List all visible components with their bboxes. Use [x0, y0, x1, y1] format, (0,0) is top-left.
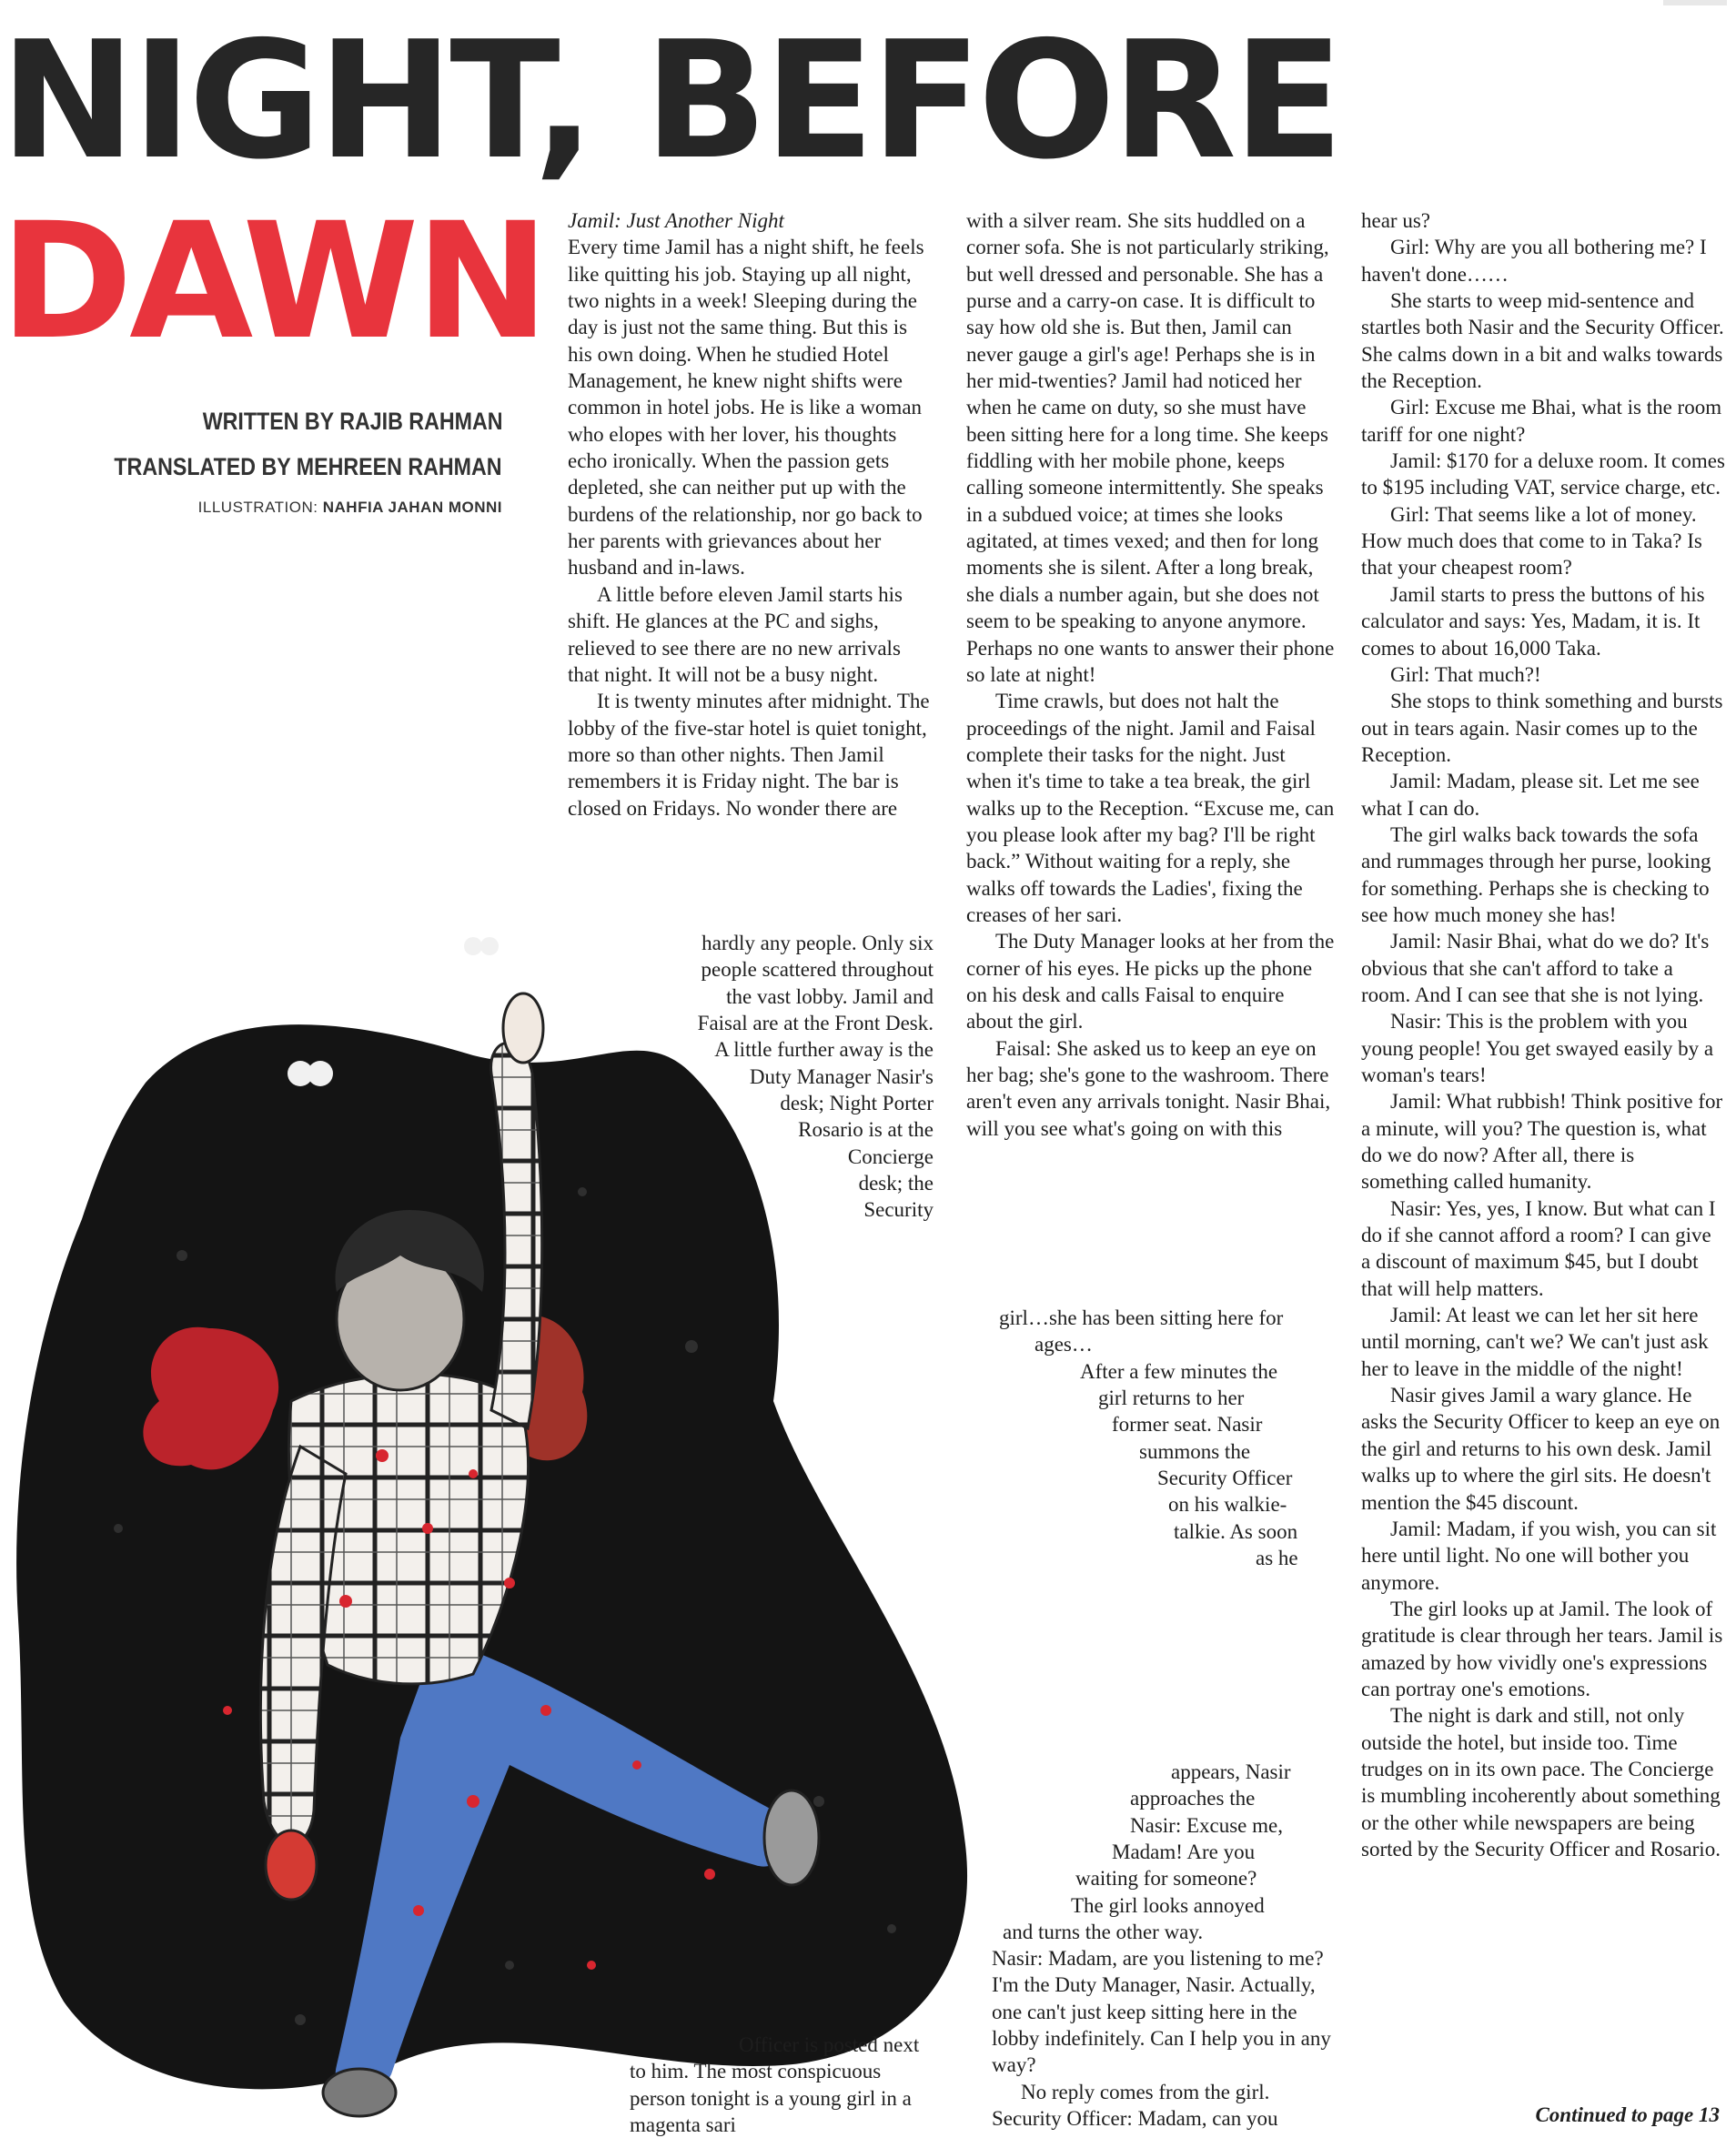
paragraph: The girl looks up at Jamil. The look of gratitude is clear through her tears. Jamil is amazed by how vividly one's expressions can portray one's emotions. [1361, 1597, 1723, 1700]
text-line: Security [863, 1198, 934, 1222]
text-line: as he [1256, 1547, 1298, 1570]
text-line: A little further away is the [714, 1038, 934, 1062]
text-line: Rosario is at the [798, 1118, 934, 1142]
paragraph: The Duty Manager looks at her from the corner of his eyes. He picks up the phone on his desk and calls Faisal to enquire about the girl. [966, 930, 1335, 1034]
paragraph: hear us? [1361, 209, 1430, 232]
column-1-bottom [630, 2032, 930, 2138]
column-1-top [568, 207, 932, 822]
paragraph: Security Officer: Madam, can you [992, 2107, 1278, 2131]
paragraph: Jamil starts to press the buttons of his calculator and says: Yes, Madam, it is. It comes to about 16,000 Taka. [1361, 582, 1705, 660]
column-2-bottom [992, 1945, 1336, 2132]
paragraph: Nasir gives Jamil a wary glance. He asks the Security Officer to keep an eye on the girl and returns to his own desk. Jamil walks up to where the girl sits. He doesn't mention the $45 discount. [1361, 1384, 1721, 1514]
text-line: The girl looks annoyed [1071, 1893, 1265, 1917]
text-line: desk; Night Porter [780, 1092, 934, 1115]
byline-translator: TRANSLATED BY MEHREEN RAHMAN [114, 453, 502, 480]
byline-writer: WRITTEN BY RAJIB RAHMAN [202, 408, 502, 435]
paragraph: She starts to weep mid-sentence and startles both Nasir and the Security Officer. She calms down in a bit and walks towards the Reception. [1361, 289, 1724, 393]
text-line: and turns the other way. [1003, 1921, 1204, 1944]
continued-note: Continued to page 13 [1535, 2103, 1720, 2126]
paragraph: A little before eleven Jamil starts his shift. He glances at the PC and sighs, relieved to see there are no new arrivals that night. It will not be a busy night. [568, 582, 903, 686]
column-2-bottom-wrap [966, 1759, 1336, 1945]
paragraph: Nasir: Madam, are you listening to me? I'm the Duty Manager, Nasir. Actually, one can't just keep sitting here in the lobby indefinitely. Can I help you in any way? [992, 1947, 1331, 2077]
text-line: After a few minutes the [1080, 1359, 1278, 1383]
paragraph: Officer is posted next to him. The most conspicuous person tonight is a young girl in a magenta sari [630, 2033, 920, 2137]
paragraph: No reply comes from the girl. [1021, 2080, 1270, 2103]
page-corner-mark [1663, 0, 1727, 5]
paragraph: Girl: Excuse me Bhai, what is the room tariff for one night? [1361, 396, 1722, 446]
paragraph: Time crawls, but does not halt the proceedings of the night. Jamil and Faisal complete their tasks for the night. Just when it's time to take a tea break, the girl walks up to the Reception. “Excuse me, can you please look after my bag? I'll be right back.” Without waiting for a reply, she walks off towards the Ladies', fixing the creases of her sari. [966, 690, 1335, 926]
text-line: talkie. As soon [1174, 1519, 1298, 1543]
text-line: ages… [1035, 1333, 1093, 1356]
text-line: hardly any people. Only six [701, 932, 934, 954]
paragraph: Nasir: This is the problem with you young people! You get swayed easily by a woman's tears! [1361, 1010, 1714, 1086]
text-line: Security Officer [1157, 1467, 1293, 1490]
text-line: appears, Nasir [1171, 1760, 1291, 1783]
illustrator-name: NAHFIA JAHAN MONNI [322, 499, 502, 516]
paragraph: Jamil: What rubbish! Think positive for a minute, will you? The question is, what do we do now? After all, there is something called humanity. [1361, 1090, 1723, 1194]
text-line: Concierge [847, 1145, 934, 1168]
column-3 [1361, 207, 1725, 1862]
column-1-wrap [568, 930, 934, 1224]
paragraph: Jamil: $170 for a deluxe room. It comes to $195 including VAT, service charge, etc. [1361, 449, 1725, 499]
column-2-wrap [966, 1305, 1336, 1571]
text-line: Nasir: Excuse me, [1130, 1813, 1283, 1837]
illustration-label: ILLUSTRATION: [197, 499, 318, 516]
text-line: on his walkie- [1168, 1493, 1287, 1517]
text-line: people scattered throughout [701, 958, 934, 982]
headline-line-2: DAWN [0, 188, 546, 375]
paragraph: Jamil: Madam, please sit. Let me see what I can do. [1361, 770, 1700, 820]
paragraph: Every time Jamil has a night shift, he feels like quitting his job. Staying up all night, two nights in a week! Sleeping during the day is just not the same thing. But this is his own doing. When he studied Hotel Management, he knew night shifts were common in hotel jobs. He is like a woman who elopes with her lover, his thoughts echo ironically. When the passion gets depleted, she can neither put up with the burdens of the relationship, nor go back to her parents with grievances about her husband and in-laws. [568, 236, 924, 580]
text-line: summons the [1139, 1439, 1251, 1463]
headline-line-1: NIGHT, BEFORE [0, 6, 1340, 195]
text-line: Duty Manager Nasir's [749, 1064, 934, 1088]
text-line: girl…she has been sitting here for [999, 1306, 1284, 1329]
byline-illustrator [198, 499, 502, 517]
man-left-hand [266, 1830, 317, 1900]
paragraph: Girl: That seems like a lot of money. How much does that come to in Taka? Is that your cheapest room? [1361, 502, 1702, 580]
text-line: desk; the [858, 1172, 934, 1195]
man-shoe [764, 1790, 819, 1885]
paragraph: The night is dark and still, not only outside the hotel, but inside too. Time trudges on in its own pace. The Concierge is mumbling incoherently about something or the other while newspapers are being sorted by the Security Officer and Rosario. [1361, 1704, 1721, 1861]
man-right-hand [503, 993, 543, 1063]
paragraph: with a silver ream. She sits huddled on a corner sofa. She is not particularly striking, but well dressed and personable. She has a purse and a carry-on case. It is difficult to say how old she is. But then, Jamil can never gauge a girl's age! Perhaps she is in her mid-twenties? Jamil had noticed her when he came on duty, so she must have been sitting here for a long time. She keeps fiddling with her mobile phone, keeps calling someone intermittently. She speaks in a subdued voice; at times she looks agitated, at times vexed; and then for long moments she is silent. After a long break, she dials a number again, but she does not seem to be speaking to anyone anymore. Perhaps no one wants to answer their phone so late at night! [966, 209, 1335, 686]
paragraph: Nasir: Yes, yes, I know. But what can I do if she cannot afford a room? I can give a discount of maximum $45, but I doubt that will help matters. [1361, 1196, 1716, 1300]
paragraph: Faisal: She asked us to keep an eye on her bag; she's gone to the washroom. There aren't even any arrivals tonight. Nasir Bhai, will you see what's going on with this [966, 1036, 1331, 1140]
paragraph: Jamil: Nasir Bhai, what do we do? It's obvious that she can't afford to take a room. And I can see that she is not lying. [1361, 930, 1710, 1006]
paragraph: She stops to think something and bursts out in tears again. Nasir comes up to the Reception. [1361, 690, 1723, 766]
man-foot [323, 2069, 396, 2116]
section-heading: Jamil: Just Another Night [568, 209, 784, 232]
text-line: the vast lobby. Jamil and [726, 984, 934, 1008]
paragraph: It is twenty minutes after midnight. The lobby of the five-star hotel is quiet tonight, more so than other nights. Then Jamil remembers it is Friday night. The bar is closed on Fridays. No wonder there are [568, 690, 930, 820]
text-line: former seat. Nasir [1112, 1413, 1263, 1437]
paragraph: Girl: Why are you all bothering me? I haven't done…… [1361, 236, 1707, 286]
column-2-top [966, 207, 1336, 1142]
text-line: approaches the [1130, 1787, 1256, 1810]
paragraph: The girl walks back towards the sofa and rummages through her purse, looking for something. Perhaps she is checking to see how much money she has! [1361, 822, 1711, 926]
text-line: Madam! Are you [1112, 1840, 1256, 1864]
paragraph: Girl: That much?! [1390, 662, 1541, 686]
text-line: girl returns to her [1098, 1387, 1245, 1410]
paragraph: Jamil: Madam, if you wish, you can sit here until light. No one will bother you anymore. [1361, 1517, 1717, 1594]
text-line: waiting for someone? [1075, 1867, 1257, 1891]
paragraph: Jamil: At least we can let her sit here until morning, can't we? We can't just ask her to leave in the middle of the night! [1361, 1304, 1709, 1380]
text-line: Faisal are at the Front Desk. [697, 1012, 934, 1035]
